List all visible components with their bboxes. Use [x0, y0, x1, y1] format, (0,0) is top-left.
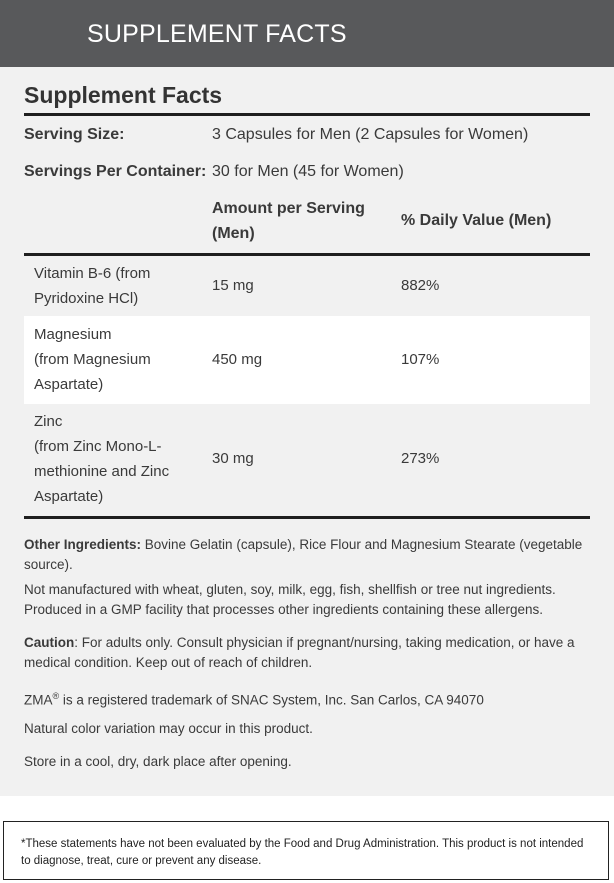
serving-size-value: 3 Capsules for Men (2 Capsules for Women): [212, 126, 529, 143]
table-row: [24, 404, 590, 516]
title-rule: [24, 113, 590, 116]
registered-mark: ®: [52, 691, 60, 701]
facts-title: Supplement Facts: [24, 82, 223, 108]
fda-disclaimer-text: *These statements have not been evaluated by the Food and Drug Administration. This product is not intended to diagnose, treat, cure or prevent any disease.: [21, 838, 584, 867]
nutrient-daily-value: 107%: [401, 351, 440, 368]
servings-per-container-label: Servings Per Container:: [24, 163, 207, 180]
servings-per-container-value: 30 for Men (45 for Women): [212, 163, 404, 180]
trademark-prefix: ZMA: [24, 692, 53, 708]
trademark-text: is a registered trademark of SNAC System, Inc. San Carlos, CA 94070: [59, 692, 484, 708]
nutrient-daily-value: 273%: [401, 450, 440, 467]
caution-text: : For adults only. Consult physician if pregnant/nursing, taking medication, or have a medical condition. Keep out of reach of children.: [24, 635, 575, 670]
storage-note: Store in a cool, dry, dark place after opening.: [24, 754, 292, 769]
column-header-amount: Amount per Serving (Men): [212, 200, 365, 242]
color-variation-note: Natural color variation may occur in this product.: [24, 721, 313, 736]
table-row: [24, 256, 590, 316]
other-ingredients-label: Other Ingredients:: [24, 537, 142, 552]
header-bar: [0, 0, 614, 67]
other-ingredients-text: Bovine Gelatin (capsule), Rice Flour and Magnesium Stearate (vegetable source).: [24, 537, 583, 572]
allergen-statement: Not manufactured with wheat, gluten, soy, milk, egg, fish, shellfish or tree nut ingredients. Produced in a GMP facility that processes other ingredients containing these allergens.: [24, 582, 556, 617]
column-header-daily-value: % Daily Value (Men): [401, 212, 552, 229]
serving-size-label: Serving Size:: [24, 126, 125, 143]
caution-label: Caution: [24, 635, 75, 650]
nutrient-amount: 15 mg: [212, 277, 254, 294]
fda-disclaimer-box: [3, 821, 609, 880]
nutrient-amount: 30 mg: [212, 450, 254, 467]
nutrient-name: Zinc (from Zinc Mono-L- methionine and Zinc Aspartate): [34, 413, 170, 505]
table-row: [24, 316, 590, 404]
nutrient-amount: 450 mg: [212, 351, 263, 368]
nutrient-name: Magnesium (from Magnesium Aspartate): [34, 326, 151, 393]
nutrient-daily-value: 882%: [401, 277, 440, 294]
nutrient-name: Vitamin B-6 (from Pyridoxine HCl): [34, 265, 151, 307]
table-bottom-rule: [24, 516, 590, 519]
header-title: SUPPLEMENT FACTS: [87, 20, 347, 48]
caution-statement: [24, 633, 584, 673]
other-ingredients: [24, 535, 584, 575]
trademark-statement: [24, 686, 584, 711]
